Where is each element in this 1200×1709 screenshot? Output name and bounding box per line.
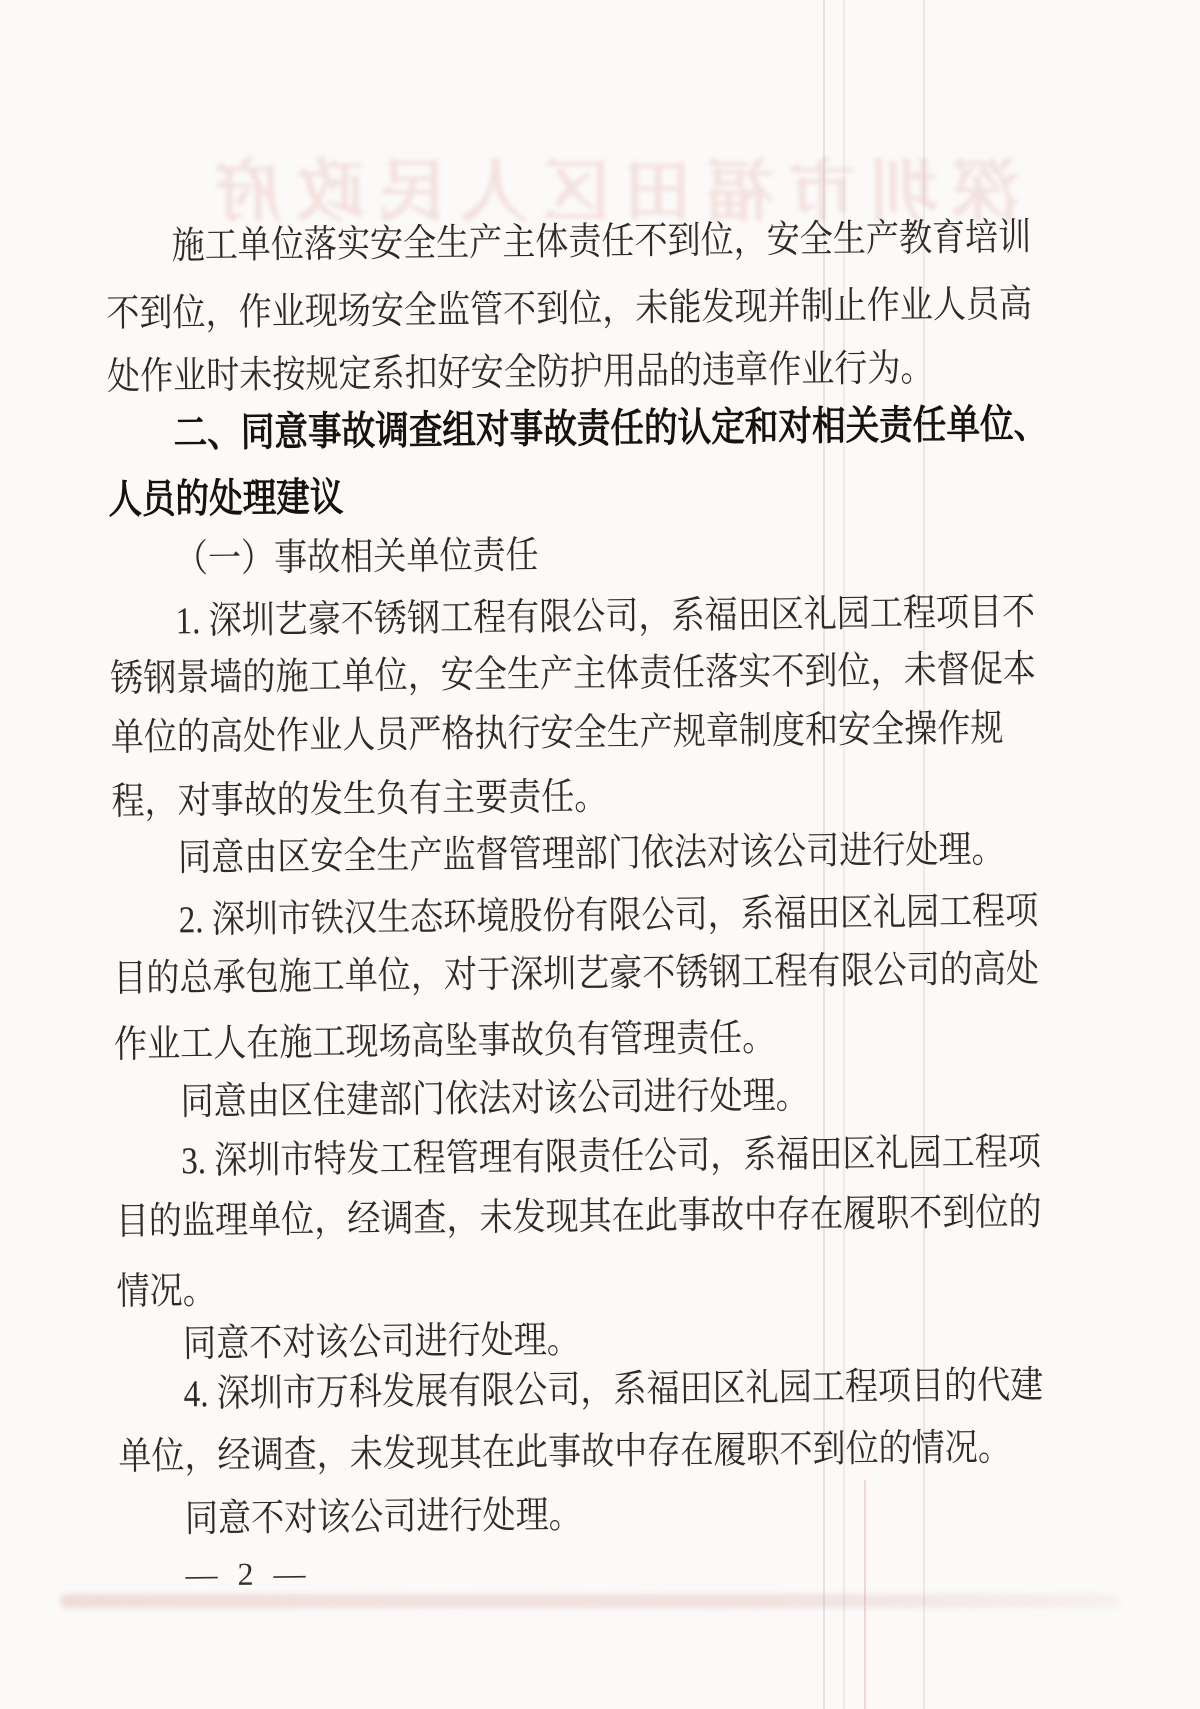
text-line: 处作业时未按规定系扣好安全防护用品的违章作业行为。: [106, 347, 934, 399]
text-line: 单位，经调查，未发现其在此事故中存在履职不到位的情况。: [118, 1426, 1012, 1479]
text-line: 1. 深圳艺豪不锈钢工程有限公司，系福田区礼园工程项目不: [175, 591, 1036, 643]
text-line: 不到位，作业现场安全监管不到位，未能发现并制止作业人员高: [106, 283, 1033, 336]
text-line: 2. 深圳市铁汉生态环境股份有限公司，系福田区礼园工程项: [178, 890, 1039, 942]
section-heading-line: 二、同意事故调查组对事故责任的认定和对相关责任单位、: [173, 402, 1048, 456]
page-number: — 2 —: [185, 1555, 312, 1593]
text-line: 作业工人在施工现场高坠事故负有管理责任。: [113, 1017, 776, 1067]
text-line: 施工单位落实安全生产主体责任不到位，安全生产教育培训: [171, 216, 1032, 268]
text-line: 同意不对该公司进行处理。: [182, 1319, 581, 1366]
text-line: 同意不对该公司进行处理。: [184, 1494, 582, 1541]
section-heading-line: 人员的处理建议: [108, 475, 344, 523]
text-line: 锈钢景墙的施工单位，安全生产主体责任落实不到位，未督促本: [109, 648, 1037, 701]
text-line: 情况。: [116, 1270, 217, 1314]
reverse-side-bleed-through-text: 深圳市福田区人民政府: [200, 154, 1021, 230]
text-line: 单位的高处作业人员严格执行安全生产规章制度和安全操作规: [110, 707, 1004, 760]
subsection-heading-line: （一）事故相关单位责任: [174, 534, 539, 581]
text-line: 3. 深圳市特发工程管理有限责任公司，系福田区礼园工程项: [181, 1131, 1041, 1183]
text-line: 同意由区住建部门依法对该公司进行处理。: [180, 1074, 809, 1124]
text-line: 程，对事故的发生负有主要责任。: [111, 775, 608, 824]
text-line: 4. 深圳市万科发展有限公司，系福田区礼园工程项目的代建: [183, 1364, 1044, 1416]
text-line: 目的监理单位，经调查，未发现其在此事故中存在履职不到位的: [115, 1191, 1042, 1244]
text-line: 同意由区安全生产监督管理部门依法对该公司进行处理。: [177, 828, 1005, 880]
text-line: 目的总承包施工单位，对于深圳艺豪不锈钢工程有限公司的高处: [113, 948, 1040, 1001]
